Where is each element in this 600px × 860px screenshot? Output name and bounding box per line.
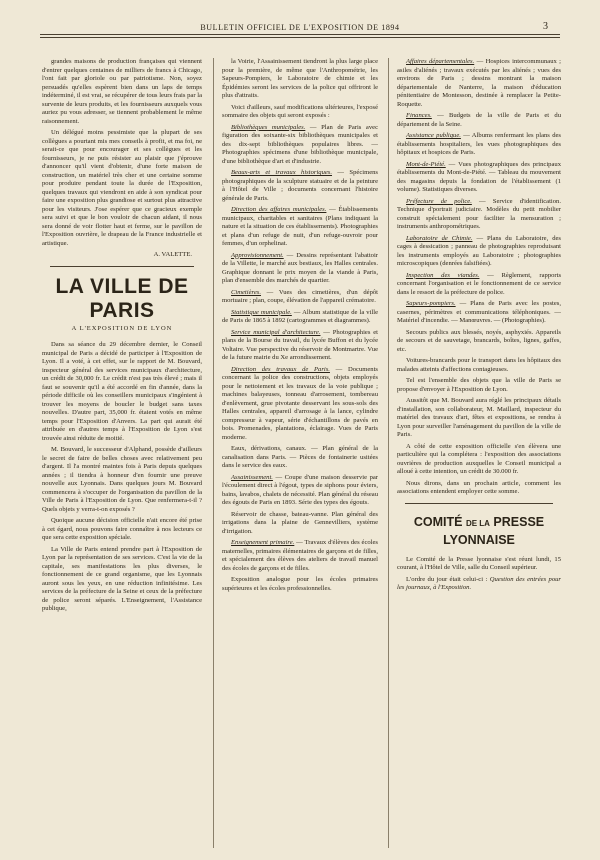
title-part: DE LA (465, 518, 490, 528)
exhibit-entry (397, 112, 561, 129)
column-left (42, 58, 202, 848)
entry-heading: Bibliothèques municipales. (231, 123, 306, 131)
entry-text: — Plans du Laboratoire, des cages à dessication ; panneau de photographies reproduisant les instruments employés au Laboratoire ; photographies microscopiques (denrées falsifiées). (397, 234, 561, 267)
entry-heading: Assistance publique. (406, 132, 461, 139)
exhibit-entry (397, 161, 561, 195)
entry-text: — Budgets de la ville de Paris et du département de la Seine. (397, 112, 561, 128)
paragraph: Tel est l'ensemble des objets que la ville de Paris se propose d'envoyer à l'Exposition de Lyon. (397, 377, 561, 393)
exhibit-entry (222, 252, 378, 286)
paragraph: Voici d'ailleurs, sauf modifications ultérieures, l'exposé sommaire des objets qui seront exposés : (222, 103, 378, 119)
entry-text: — Service d'identification. Technique d'portrait judiciaire. Modèles du petit mobilier construit spécialement pour faciliter la mensuration ; instruments anthropométriques. (397, 197, 561, 230)
entry-text: — Plans de Paris avec les postes, casernes, périmètres et communications téléphoniques. — Matériel d'incendie. — Manœuvres. — (Photographies). (397, 300, 561, 324)
exhibit-entry (222, 206, 378, 249)
paragraph: Dans sa séance du 29 décembre dernier, le Conseil municipal de Paris a décidé de participer à l'Exposition de Lyon. Il a voté, à cet effet, sur le rapport de M. Bouvard, inspecteur général des services municipaux d'architecture, un crédit de 30,000 fr. Le crédit n'est pas très élevé ; mais il faut se souvenir qu'il a été accordé en fin d'année, dans la période difficile où les conseillers municipaux s'ingénient à trouver les moyens de boucler le budget sans taxes nouvelles. D'autre part, 35,000 fr. étaient votés en même temps pour l'Exposition d'Anvers. La part qui aurait été attribuée en d'autres temps à l'Exposition de Lyon s'est trouvée ainsi réduite de moitié. (42, 341, 202, 442)
paragraph: Eaux, dérivations, canaux. — Plan général de la canalisation dans Paris. — Pièces de fontainerie usitées dans le service des eaux. (222, 445, 378, 469)
entry-heading: Approvisionnement. (231, 251, 284, 259)
paragraph: A côté de cette exposition officielle s'en élèvera une particulière qui la complétera : l'exposition des associations ouvrières de production auxquelles le Conseil municipal a alloué à cette intention, un crédit de 30.000 fr. (397, 442, 561, 475)
running-title: BULLETIN OFFICIEL DE L'EXPOSITION DE 1894 (200, 23, 400, 32)
entry-text: — Spécimens photographiques de la sculpture statuaire et de la peinture à l'Hôtel de Ville ; documents concernant l'histoire générale de Paris. (222, 169, 378, 202)
entry-text: — Documents concernant la police des constructions, objets employés pour le nettoiement et les travaux de la voie publique ; machines balayeuses, tonneau d'arrosement, tombereau d'enlèvement, grue pivotante desservant les sous-sols des Halles centrales, appareil d'arrosage à la lance, cylindre compresseur à vapeur, série d'échantillons de pavés en bois. Promenades, plantations, éclairage. Vues de Paris moderne. (222, 365, 378, 441)
entry-text: — Coupe d'une maison desservie par l'écoulement direct à l'égout, types de siphons pour éviers, bains, lavabos, chalets de nécessité. Plan général du réseau des égouts de Paris en 1893. Série des types des égouts. (222, 473, 378, 506)
exhibit-entry (222, 169, 378, 203)
paragraph: grandes maisons de production françaises qui viennent d'entrer quelques centaines de milliers de francs à Chicago, l'ont fait par gloriole ou par patriotisme. Non, soyez persuadés qu'elles espèrent bien dans un laps de temps indéterminé, il est vrai, se récupérer de tous leurs frais par la survente de leurs produits, et les fournisseurs auxquels vous auriez pu vous adresser, se tiennent probablement le même raisonnement. (42, 58, 202, 125)
text-run: Question des entrées pour les journaux, à l'Exposition. (397, 575, 561, 591)
text-run: L'ordre du jour était celui-ci : (406, 575, 490, 583)
entry-text: — Photographies et plans de la Bourse du travail, du lycée Buffon et du lycée Voltaire. Vue perspective du réservoir de Montmartre. Vue de la future mairie du Xe arrondissement. (222, 328, 378, 361)
exhibit-entry (222, 474, 378, 508)
paragraph: Nous dirons, dans un prochain article, comment les associations entendent employer cette somme. (397, 479, 561, 495)
paragraph: Quoique aucune décision officielle n'ait encore été prise à cet égard, nous pouvons faire connaître à nos lecteurs ce que sera cette exposition spéciale. (42, 517, 202, 541)
column-divider (388, 58, 389, 848)
entry-heading: Inspection des viandes. (406, 271, 480, 279)
title-part: PRESSE LYONNAISE (443, 514, 545, 547)
exhibit-entry (397, 132, 561, 158)
exhibit-entry (222, 366, 378, 443)
entry-text: — Règlement, rapports concernant l'organisation et le fonctionnement de ce service dans le ressort de la préfecture de police. (397, 271, 561, 296)
entry-text: — Plan de Paris avec figuration des soixante-six bibliothèques municipales et des dix-sept bibliothèques populaires libres. — Photographies spécimens d'une bibliothèque municipale, d'une bibliothèque d'art et d'industrie. (222, 123, 378, 165)
exhibit-entry (397, 58, 561, 109)
entry-heading: Service municipal d'architecture. (231, 328, 321, 336)
section-separator (50, 266, 194, 267)
entry-heading: Finances. (406, 112, 432, 119)
article-title (397, 514, 561, 548)
column-divider (213, 58, 214, 848)
entry-heading: Cimetières. (231, 288, 261, 296)
exhibit-entry (397, 235, 561, 269)
entry-heading: Direction des affaires municipales. (231, 206, 327, 213)
exhibit-entry (222, 309, 378, 326)
entry-heading: Affaires départementales. (406, 58, 475, 65)
exhibit-entry (397, 300, 561, 326)
section-separator (405, 503, 553, 504)
exhibit-entry (222, 539, 378, 573)
entry-text: — Travaux d'élèves des écoles maternelles, primaires élémentaires de garçons et de filles, et spécialement des élèves des ateliers de travail manuel des écoles de garçons et de filles. (222, 539, 378, 572)
page-number: 3 (543, 21, 548, 32)
exhibit-entry (222, 289, 378, 306)
entry-text: — Hospices intercommunaux ; asiles d'aliénés ; travaux exécutés par les aliénés ; vues des environs de Paris ; dessins montrant la maison départementale de Nanterre, la maison d'éducation pénitentiaire de Montesson, destinée à remplacer la Petite-Roquette. (397, 58, 561, 108)
entry-text: — Dessins représentant l'abattoir de la Villette, le marché aux bestiaux, les Halles centrales. Graphique donnant le prix moyen de la viande à Paris, plan d'ensemble des marchés de quartier. (222, 251, 378, 284)
page-header (0, 0, 600, 48)
entry-heading: Beaux-arts et travaux historiques. (231, 169, 333, 176)
paragraph: Un délégué moins pessimiste que la plupart de ses collègues a pourtant mis mes conseils à profit, et ma foi, ne serait-ce que pour encourager et ses collègues et les fournisseurs, je ne puis résister au plaisir que j'éprouve d'annoncer qu'il vient d'obtenir, d'une forte maison de construction, un matériel très cher et une certaine somme pour produire pendant toute la durée de l'Exposition, quelques travaux qui viendront en aide à son syndicat pour faire une exposition plus grandiose et surtout plus attractive pour les visiteurs. J'ose espérer que ce gracieux exemple sera suivi et que le bon vouloir de chacun aidant, il nous sera donné de voir flotter haut et ferme, sur le pavillon de l'Exposition ouvrière, le drapeau de la France industrielle et artistique. (42, 129, 202, 247)
entry-text: — Albums renfermant les plans des établissements hospitaliers, les vues photographiques des hôpitaux et hospices de Paris. (397, 132, 561, 156)
author-signature: A. VALETTE. (153, 251, 192, 258)
exhibit-entry (397, 272, 561, 298)
paragraph: Réservoir de chasse, bateau-vanne. Plan général des irrigations dans la plaine de Gennevilliers, système d'irrigation. (222, 510, 378, 535)
paragraph: Secours publics aux blessés, noyés, asphyxiés. Appareils de secours et de sauvetage, brancards, boîtes, lignes, gaffes, etc. (397, 328, 561, 353)
article-title: LA VILLE DE PARIS (55, 274, 189, 322)
column-middle (222, 58, 378, 848)
entry-heading: Laboratoire de Chimie. (406, 234, 473, 242)
entry-heading: Assainissement. (231, 473, 273, 481)
exhibit-entry (397, 198, 561, 232)
entry-heading: Direction des travaux de Paris. (231, 365, 330, 373)
entry-text: — Album statistique de la ville de Paris de 1865 à 1892 (cartogrammes et diagrammes). (222, 308, 378, 324)
entry-text: — Établissements municipaux, charitables et sanitaires (Plans indiquant la nature et la situation de ces établissements). Photographies et plans d'un refuge de nuit, d'un refuge-ouvroir pour femmes, d'un orphelinat. (222, 206, 378, 247)
header-rule (40, 34, 560, 38)
paragraph (397, 576, 561, 593)
paragraph: M. Bouvard, le successeur d'Alphand, possède d'ailleurs le secret de faire de belles choses avec relativement peu d'argent. Il l'a montré maintes fois à Paris depuis quelques années ; il tiendra à honneur d'en fournir une preuve nouvelle aux Lyonnais. Dans quelques jours M. Bouvard commencera à s'occuper de l'organisation du pavillon de la Ville de Paris à l'Exposition de Lyon. Que renfermera-t-il ? Quels objets y verra-t-on exposés ? (42, 446, 202, 513)
entry-text: — Vues des cimetières, d'un dépôt mortuaire ; plan, coupe, élévation de l'appareil crématoire. (222, 288, 378, 304)
paragraph: Exposition analogue pour les écoles primaires supérieures et les écoles professionnelles. (222, 576, 378, 592)
entry-heading: Préfecture de police. (406, 197, 472, 205)
paragraph: Voitures-brancards pour le transport dans les hôpitaux des malades atteints d'affections contagieuses. (397, 357, 561, 373)
paragraph: Aussitôt que M. Bouvard aura réglé les principaux détails d'installation, son collaborateur, M. Maillard, inspecteur du matériel des travaux d'art, fêtes et expositions, se rendra à Lyon pour surveiller l'aménagement du pavillon de la ville de Paris. (397, 397, 561, 438)
column-right (397, 58, 561, 848)
paragraph: la Voirie, l'Assainissement tiendront la plus large place pour la première, de même que l'Anthropométrie, les Sapeurs-Pompiers, le Laboratoire de chimie et les Épidémies seront les services de la police qui offriront le plus d'attraits. (222, 58, 378, 99)
exhibit-entry (222, 124, 378, 167)
entry-text: — Vues photographiques des principaux établissements du Mont-de-Piété. — Tableau du mouvement des magasins depuis la fondation de l'établissement (1 volume). Statistiques diverses. (397, 160, 561, 193)
entry-heading: Sapeurs-pompiers. (406, 300, 456, 307)
entry-heading: Mont-de-Piété. (406, 160, 446, 168)
entry-heading: Statistique municipale. (231, 308, 292, 316)
entry-heading: Enseignement primaire. (231, 539, 295, 546)
article-subtitle: A L'EXPOSITION DE LYON (71, 324, 173, 332)
exhibit-entry (222, 329, 378, 363)
paragraph: Le Comité de la Presse lyonnaise s'est réuni lundi, 15 courant, à l'Hôtel de Ville, salle du Conseil supérieur. (397, 555, 561, 571)
paragraph: La Ville de Paris entend prendre part à l'Exposition de Lyon par la représentation de ses services. C'est la vie de la capitale, ses manifestations les plus diverses, le fonctionnement de ce grand organisme, que les Lyonnais auront sous les yeux, en une réduction infinitésime. Les services de la préfecture de la Seine et ceux de la préfecture de police seront séparés. L'Enseignement, l'Assistance publique, (42, 545, 202, 612)
title-part: COMITÉ (413, 514, 463, 529)
